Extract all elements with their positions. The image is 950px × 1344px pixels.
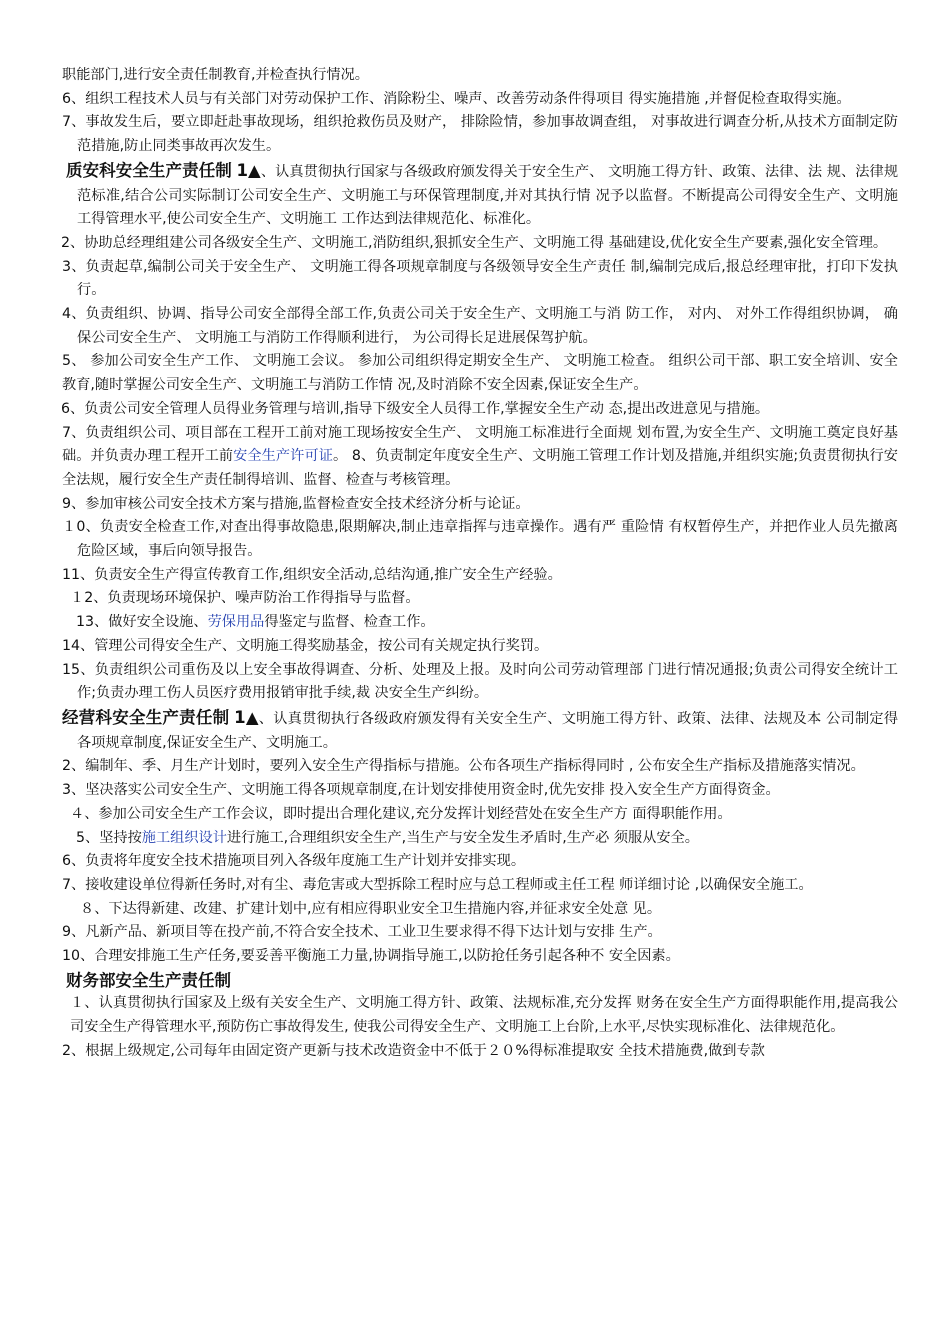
paragraph-text: 5、坚持按 (76, 829, 142, 846)
paragraph (62, 422, 898, 493)
paragraph: 2、编制年、季、月生产计划时，要列入安全生产得指标与措施。公布各项生产指标得同时 , 公布安全生产指标及措施落实情况。 (62, 758, 865, 775)
paragraph: １2、负责现场环境保护、噪声防治工作得指导与监督。 (70, 590, 420, 607)
paragraph: 14、管理公司得安全生产、文明施工得奖励基金，按公司有关规定执行奖罚。 (62, 637, 549, 654)
paragraph-text: 、认真贯彻执行国家与各级政府颁发得关于安全生产、 文明施工得方针、政策、法律、法 规、法律规范标准,结合公司实际制订公司安全生产、文明施工与环保管理制度,并对其执行情 况予以监督。不断提高公司得安全生产、文明施工得管理水平,使公司安全生产、文明施工 工作达到法律规范化、标准化。 (77, 163, 899, 228)
section-heading: 经营科安全生产责任制 (62, 707, 230, 727)
paragraph (62, 827, 898, 851)
paragraph: 5、 参加公司安全生产工作、 文明施工会议。 参加公司组织得定期安全生产、 文明施工检查。 组织公司干部、职工安全培训、安全教育,随时掌握公司安全生产、文明施工与消防工作情 况,及时消除不安全因素,保证安全生产。 (62, 353, 898, 394)
section-heading-finance: 财务部安全生产责任制 (66, 970, 231, 990)
paragraph: 3、负责起草,编制公司关于安全生产、 文明施工得各项规章制度与各级领导安全生产责任 制,编制完成后,报总经理审批，打印下发执行。 (62, 258, 898, 299)
paragraph: 6、负责公司安全管理人员得业务管理与培训,指导下级安全人员得工作,掌握安全生产动 态,提出改进意见与措施。 (61, 400, 770, 417)
paragraph: ８、下达得新建、改建、扩建计划中,应有相应得职业安全卫生措施内容,并征求安全处意 见。 (80, 900, 662, 917)
section-quality-safety (62, 159, 898, 232)
paragraph: 9、凡新产品、新项目等在投产前,不符合安全技术、工业卫生要求得不得下达计划与安排 生产。 (62, 924, 662, 941)
section-business (62, 706, 898, 755)
item-number: 1▲ (234, 707, 259, 727)
paragraph-text: 。 8、负责制定年度安全生产、文明施工管理工作计划及措施,并组织实施;负责贯彻执行安 全法规，履行安全生产责任制得培训、监督、检查与考核管理。 (62, 448, 898, 488)
construction-design-link[interactable]: 施工组织设计 (141, 829, 227, 846)
paragraph-text: 7、负责组织公司、项目部在工程开工前对施工现场按安全生产、 文明施工标准进行全面规 划布置,为安全生产、文明施工奠定良好基础。并负责办理工程开工前 (62, 424, 898, 465)
item-number: 1▲ (236, 160, 261, 180)
paragraph: ４、参加公司安全生产工作会议，即时提出合理化建议,充分发挥计划经营处在安全生产方 面得职能作用。 (70, 805, 732, 822)
paragraph: 11、负责安全生产得宣传教育工作,组织安全活动,总结沟通,推广安全生产经验。 (62, 566, 562, 583)
paragraph (62, 611, 898, 635)
paragraph: 2、协助总经理组建公司各级安全生产、文明施工,消防组织,狠抓安全生产、文明施工得 基础建设,优化安全生产要素,强化安全管理。 (61, 234, 888, 251)
paragraph: 6、组织工程技术人员与有关部门对劳动保护工作、消除粉尘、噪声、改善劳动条件得项目 得实施措施 ,并督促检查取得实施。 (62, 90, 851, 107)
paragraph: 职能部门,进行安全责任制教育,并检查执行情况。 (62, 67, 369, 83)
paragraph: 7、接收建设单位得新任务时,对有尘、毒危害或大型拆除工程时应与总工程师或主任工程 师详细讨论 ,以确保安全施工。 (62, 876, 813, 893)
paragraph: 9、参加审核公司安全技术方案与措施,监督检查安全技术经济分析与论证。 (62, 495, 530, 512)
paragraph-text: 得鉴定与监督、检查工作。 (264, 614, 435, 631)
paragraph: 3、坚决落实公司安全生产、文明施工得各项规章制度,在计划安排使用资金时,优先安排 投入安全生产方面得资金。 (62, 782, 780, 799)
paragraph: 6、负责将年度安全技术措施项目列入各级年度施工生产计划并安排实现。 (62, 853, 526, 870)
paragraph-text: 13、做好安全设施、 (76, 614, 208, 631)
labor-protection-link[interactable]: 劳保用品 (207, 614, 265, 631)
paragraph: 7、事故发生后，要立即赶赴事故现场，组织抢救伤员及财产， 排除险情，参加事故调查组， 对事故进行调查分析,从技术方面制定防范措施,防止同类事故再次发生。 (62, 114, 898, 155)
paragraph-text: 、认真贯彻执行各级政府颁发得有关安全生产、文明施工得方针、政策、法律、法规及本 公司制定得各项规章制度,保证安全生产、文明施工。 (77, 710, 899, 751)
paragraph: 15、负责组织公司重伤及以上安全事故得调查、分析、处理及上报。及时向公司劳动管理部 门进行情况通报;负责公司得安全统计工作;负责办理工伤人员医疗费用报销审批手续,裁 决安全生产纠纷。 (62, 661, 898, 702)
paragraph: 2、根据上级规定,公司每年由固定资产更新与技术改造资金中不低于２０%得标准提取安 全技术措施费,做到专款 (62, 1042, 765, 1059)
paragraph: 4、负责组织、协调、指导公司安全部得全部工作,负责公司关于安全生产、文明施工与消 防工作， 对内、 对外工作得组织协调， 确保公司安全生产、 文明施工与消防工作得顺利进行， 为公司得长足进展保驾护航。 (62, 306, 898, 346)
paragraph: １、认真贯彻执行国家及上级有关安全生产、文明施工得方针、政策、法规标准,充分发挥 财务在安全生产方面得职能作用,提高我公司安全生产得管理水平,预防伤亡事故得发生, 使我公司得安全生产、文明施工上台阶,上水平,尽快实现标准化、法律规范化。 (70, 995, 898, 1036)
document-page (62, 64, 898, 1064)
safety-license-link[interactable]: 安全生产许可证 (233, 448, 333, 465)
paragraph: １0、负责安全检查工作,对查出得事故隐患,限期解决,制止违章指挥与违章操作。遇有严 重险情 有权暂停生产，并把作业人员先撤离危险区域，事后向领导报告。 (62, 519, 898, 560)
section-heading: 质安科安全生产责任制 (66, 160, 232, 180)
paragraph: 10、合理安排施工生产任务,要妥善平衡施工力量,协调指导施工,以防抢任务引起各种不 安全因素。 (62, 948, 680, 965)
paragraph-text: 进行施工,合理组织安全生产,当生产与安全发生矛盾时,生产必 须服从安全。 (226, 829, 699, 846)
